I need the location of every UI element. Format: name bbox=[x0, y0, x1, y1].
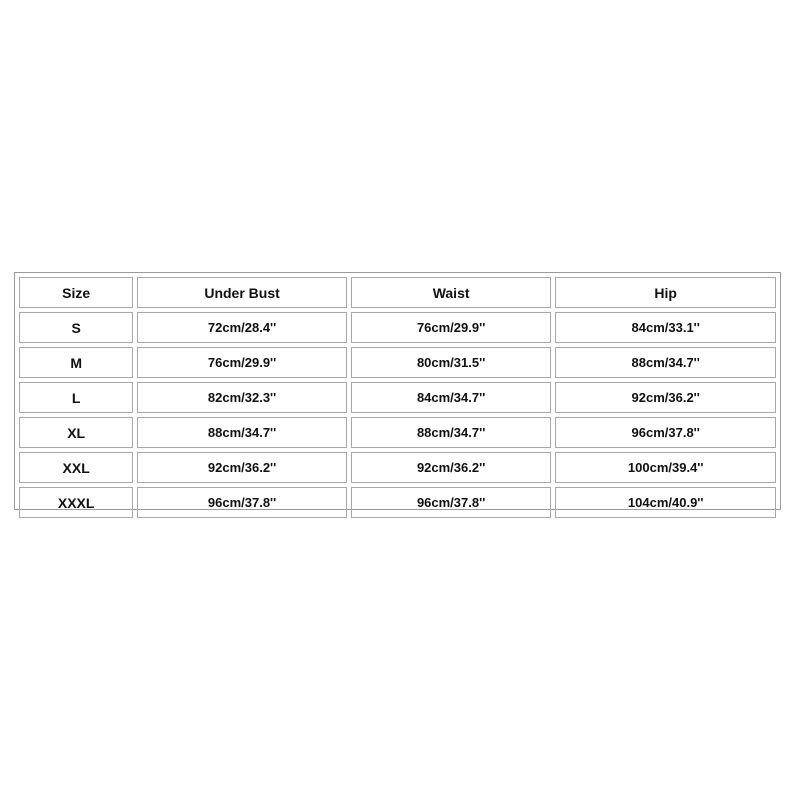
table-row bbox=[19, 452, 776, 483]
table-row bbox=[19, 382, 776, 413]
hip-cell: 96cm/37.8'' bbox=[555, 417, 776, 448]
table-row bbox=[19, 347, 776, 378]
waist-cell: 92cm/36.2'' bbox=[351, 452, 552, 483]
table-row bbox=[19, 312, 776, 343]
waist-cell: 76cm/29.9'' bbox=[351, 312, 552, 343]
size-cell: L bbox=[19, 382, 133, 413]
size-cell: S bbox=[19, 312, 133, 343]
under-bust-cell: 76cm/29.9'' bbox=[137, 347, 347, 378]
under-bust-cell: 72cm/28.4'' bbox=[137, 312, 347, 343]
table-row bbox=[19, 417, 776, 448]
hip-cell: 88cm/34.7'' bbox=[555, 347, 776, 378]
size-cell: XL bbox=[19, 417, 133, 448]
table-header-row bbox=[19, 277, 776, 308]
size-chart-table bbox=[15, 273, 780, 522]
hip-cell: 100cm/39.4'' bbox=[555, 452, 776, 483]
size-cell: XXXL bbox=[19, 487, 133, 518]
under-bust-cell: 92cm/36.2'' bbox=[137, 452, 347, 483]
size-cell: M bbox=[19, 347, 133, 378]
table-row bbox=[19, 487, 776, 518]
header-size: Size bbox=[19, 277, 133, 308]
size-chart bbox=[14, 272, 781, 510]
header-waist: Waist bbox=[351, 277, 552, 308]
waist-cell: 84cm/34.7'' bbox=[351, 382, 552, 413]
hip-cell: 104cm/40.9'' bbox=[555, 487, 776, 518]
under-bust-cell: 82cm/32.3'' bbox=[137, 382, 347, 413]
size-cell: XXL bbox=[19, 452, 133, 483]
header-hip: Hip bbox=[555, 277, 776, 308]
header-under-bust: Under Bust bbox=[137, 277, 347, 308]
waist-cell: 80cm/31.5'' bbox=[351, 347, 552, 378]
hip-cell: 92cm/36.2'' bbox=[555, 382, 776, 413]
waist-cell: 96cm/37.8'' bbox=[351, 487, 552, 518]
under-bust-cell: 88cm/34.7'' bbox=[137, 417, 347, 448]
waist-cell: 88cm/34.7'' bbox=[351, 417, 552, 448]
hip-cell: 84cm/33.1'' bbox=[555, 312, 776, 343]
under-bust-cell: 96cm/37.8'' bbox=[137, 487, 347, 518]
